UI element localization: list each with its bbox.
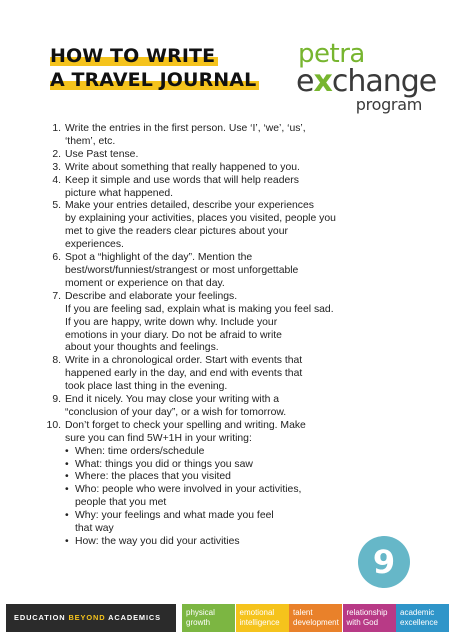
sub-list-item-text: When: time orders/schedule (75, 445, 205, 457)
list-item (52, 148, 415, 162)
sub-list (65, 446, 415, 549)
list-item-text: met to give the readers clear pictures about your (65, 226, 288, 238)
footer-pillar-label: emotional (239, 608, 275, 617)
page-number-badge: 9 (358, 536, 410, 588)
list-item-text: Write in a chronological order. Start with events that (65, 355, 303, 367)
list-item-text: about your thoughts and feelings. (65, 342, 219, 354)
list-item-text: happened early in the day, and end with events that (65, 368, 303, 380)
list-item (52, 290, 415, 356)
footer-pillar (289, 604, 342, 632)
sub-list-item-text: people that you met (75, 497, 167, 509)
list-item-number: 4. (52, 174, 61, 186)
list-item-text: took place last thing in the evening. (65, 381, 228, 393)
list-item (52, 252, 415, 291)
list-item-number: 7. (52, 290, 61, 302)
title-line-2: A TRAVEL JOURNAL (50, 68, 256, 92)
list-item (52, 174, 415, 201)
list-item-number: 2. (52, 148, 61, 160)
bullet-icon: • (65, 484, 69, 496)
bullet-icon: • (65, 471, 69, 483)
list-item-number: 1. (52, 123, 61, 134)
list-item-text: Write about something that really happened to you. (65, 161, 300, 173)
list-item-number: 5. (52, 200, 61, 212)
footer-pillar (396, 604, 449, 632)
sub-list-item-text: Why: your feelings and what made you feel (75, 510, 274, 522)
list-item-number: 10. (46, 419, 61, 431)
list-item (52, 200, 415, 252)
list-item-number: 3. (52, 161, 61, 173)
footer-bar (6, 604, 451, 632)
list-item-text: ‘them’, etc. (65, 135, 116, 147)
bullet-icon: • (65, 536, 69, 547)
list-item-text: Describe and elaborate your feelings. (65, 290, 238, 302)
list-item (52, 355, 415, 394)
footer-pillar-label: physical (186, 608, 215, 617)
footer-pillar-label: intelligence (239, 617, 280, 627)
page-title (50, 44, 256, 92)
list-item-text: by explaining your activities, places you visited, people you (65, 213, 336, 225)
list-item-number: 6. (52, 252, 61, 264)
logo-exchange-text: exchange (296, 64, 437, 99)
education-beyond-academics-label: EDUCATION BEYOND ACADEMICS (6, 604, 176, 632)
sub-list-item (65, 510, 415, 536)
sub-list-item-text: Who: people who were involved in your activities, (75, 484, 302, 496)
list-item-text: Make your entries detailed, describe your experiences (65, 200, 314, 212)
sub-list-item (65, 471, 415, 484)
list-item-text: If you are feeling sad, explain what is making you feel sad. (65, 303, 334, 315)
bullet-icon: • (65, 445, 69, 457)
sub-list-item-text: What: things you did or things you saw (75, 458, 253, 470)
sub-list-item (65, 484, 415, 510)
footer-pillar-label: relationship (346, 608, 388, 617)
sub-list-item-text: Where: the places that you visited (75, 471, 231, 483)
sub-list-item (65, 446, 415, 459)
list-item-text: Spot a “highlight of the day”. Mention the (65, 252, 253, 264)
footer-pillar (182, 604, 235, 632)
footer-pillar-label: development (293, 617, 339, 627)
footer-pillar (236, 604, 289, 632)
list-item-text: picture what happened. (65, 187, 174, 199)
sub-list-item-text: How: the way you did your activities (75, 536, 240, 547)
list-item-text: End it nicely. You may close your writing with a (65, 394, 280, 406)
footer-pillar-label: with God (346, 617, 379, 627)
footer-pillar-label: growth (186, 617, 211, 627)
bullet-icon: • (65, 510, 69, 522)
list-item (46, 419, 415, 549)
sub-list-item-text: that way (75, 523, 114, 535)
list-item-text: If you are happy, write down why. Include your (65, 316, 278, 328)
sub-list-item (65, 459, 415, 472)
list-item-text: Use Past tense. (65, 148, 139, 160)
list-item-text: “conclusion of your day”, or a wish for tomorrow. (65, 406, 287, 418)
list-item-text: Keep it simple and use words that will help readers (65, 174, 299, 186)
journal-tips-list (45, 123, 415, 549)
list-item-text: experiences. (65, 239, 124, 251)
title-line-1: HOW TO WRITE (50, 44, 215, 68)
list-item-number: 9. (52, 394, 61, 406)
list-item-text: sure you can find 5W+1H in your writing: (65, 432, 252, 444)
list-item (52, 161, 415, 175)
list-item-text: best/worst/funniest/strangest or most unforgettable (65, 264, 299, 276)
list-item-text: moment or experience on that day. (65, 277, 225, 289)
footer-pillar-label: excellence (400, 617, 438, 627)
list-item-number: 8. (52, 355, 61, 367)
logo-petra-text: petra (298, 39, 365, 69)
list-item (52, 394, 415, 420)
list-item-text: emotions in your diary. Do not be afraid to write (65, 329, 282, 341)
footer-pillar-label: talent (293, 608, 313, 617)
list-item-text: Write the entries in the first person. Use ‘I’, ‘we’, ‘us’, (65, 123, 306, 134)
footer-pillar-label: academic (400, 608, 435, 617)
logo-x-mark: x (313, 64, 332, 99)
list-item-text: Don’t forget to check your spelling and writing. Make (65, 419, 306, 431)
bullet-icon: • (65, 458, 69, 470)
petra-exchange-logo (296, 39, 437, 116)
logo-program-text: program (355, 95, 422, 114)
footer-pillar (343, 604, 396, 632)
list-item (52, 123, 415, 149)
